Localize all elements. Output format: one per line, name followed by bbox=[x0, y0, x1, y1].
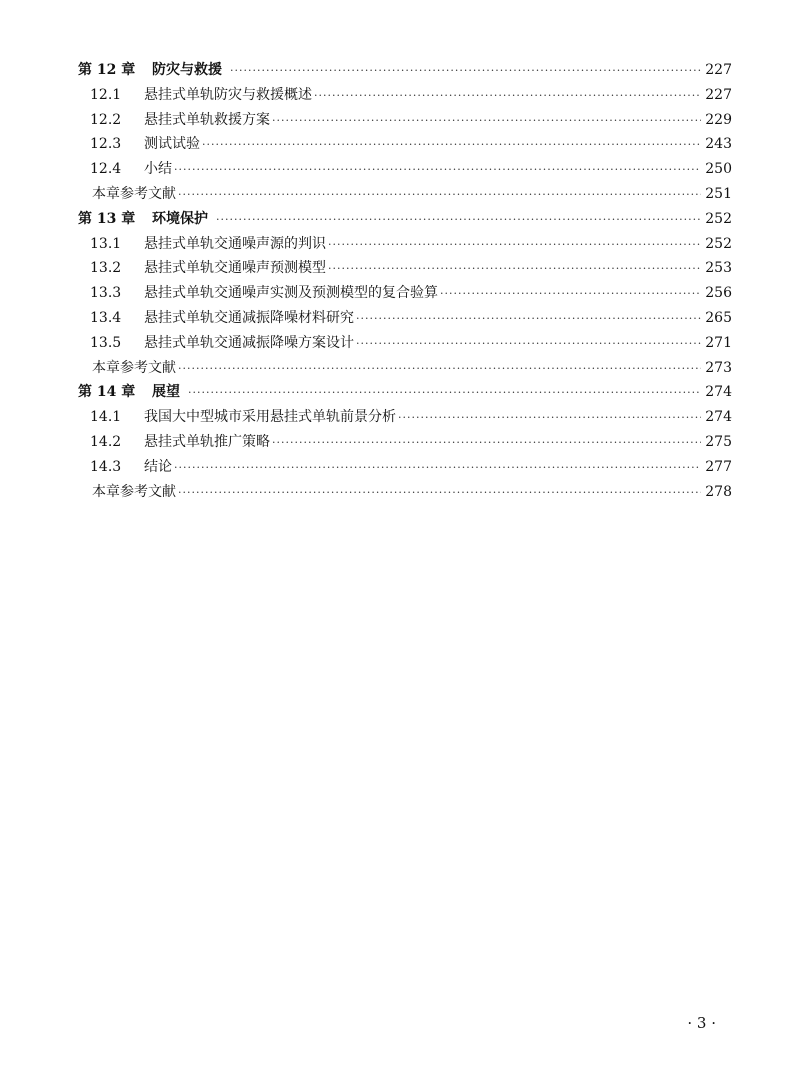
toc-number: 13.5 bbox=[90, 334, 122, 351]
toc-title: 悬挂式单轨推广策略 bbox=[144, 433, 270, 450]
toc-title: 本章参考文献 bbox=[92, 359, 176, 376]
toc-page: 274 bbox=[705, 384, 732, 401]
toc-references-row[interactable] bbox=[78, 182, 732, 207]
toc-leader-dots bbox=[272, 431, 701, 456]
toc-page: 256 bbox=[705, 285, 732, 302]
toc-section-row[interactable] bbox=[78, 281, 732, 306]
toc-title: 展望 bbox=[152, 384, 180, 401]
toc-section-row[interactable] bbox=[78, 430, 732, 455]
toc-leader-dots bbox=[188, 381, 701, 406]
toc-page: 227 bbox=[705, 62, 732, 78]
toc-leader-dots bbox=[272, 109, 701, 134]
toc-number: 14.3 bbox=[90, 458, 122, 475]
toc-section-row[interactable] bbox=[78, 232, 732, 257]
toc-page: 252 bbox=[705, 235, 732, 252]
toc-page: 229 bbox=[705, 111, 732, 128]
toc-number: 14.2 bbox=[90, 433, 122, 450]
toc-leader-dots bbox=[178, 481, 701, 506]
toc-title: 悬挂式单轨救援方案 bbox=[144, 111, 270, 128]
toc-leader-dots bbox=[328, 257, 701, 282]
toc-title: 悬挂式单轨交通减振降噪材料研究 bbox=[144, 309, 354, 326]
toc-section-row[interactable] bbox=[78, 108, 732, 133]
toc-number: 12.3 bbox=[90, 136, 122, 153]
toc-page: 253 bbox=[705, 260, 732, 277]
toc-number: 12.1 bbox=[90, 86, 122, 103]
toc-number: 13.1 bbox=[90, 235, 122, 252]
toc-section-row[interactable] bbox=[78, 83, 732, 108]
toc-page: 227 bbox=[705, 86, 732, 103]
toc-leader-dots bbox=[216, 208, 701, 233]
toc-page: 265 bbox=[705, 309, 732, 326]
toc-leader-dots bbox=[178, 357, 701, 382]
toc-chapter-row[interactable] bbox=[78, 58, 732, 83]
toc-leader-dots bbox=[328, 233, 701, 258]
toc-leader-dots bbox=[398, 406, 701, 431]
toc-references-row[interactable] bbox=[78, 480, 732, 505]
toc-leader-dots bbox=[314, 84, 701, 109]
toc-title: 悬挂式单轨交通噪声源的判识 bbox=[144, 235, 326, 252]
toc-title: 结论 bbox=[144, 458, 172, 475]
toc-section-row[interactable] bbox=[78, 132, 732, 157]
toc-title: 环境保护 bbox=[152, 210, 208, 227]
toc-title: 悬挂式单轨交通噪声实测及预测模型的复合验算 bbox=[144, 285, 438, 302]
toc-title: 悬挂式单轨交通噪声预测模型 bbox=[144, 260, 326, 277]
toc-section-row[interactable] bbox=[78, 256, 732, 281]
toc-title: 悬挂式单轨防灾与救援概述 bbox=[144, 86, 312, 103]
toc-page: 274 bbox=[705, 409, 732, 426]
toc-number: 12.4 bbox=[90, 161, 122, 178]
toc-leader-dots bbox=[178, 183, 701, 208]
page-number: · 3 · bbox=[687, 1014, 716, 1032]
toc-page: 275 bbox=[705, 433, 732, 450]
toc-leader-dots bbox=[356, 307, 701, 332]
toc-section-row[interactable] bbox=[78, 405, 732, 430]
toc-number: 第 13 章 bbox=[78, 210, 136, 227]
toc-title: 我国大中型城市采用悬挂式单轨前景分析 bbox=[144, 409, 396, 426]
toc-chapter-row[interactable] bbox=[78, 207, 732, 232]
toc-title: 小结 bbox=[144, 161, 172, 178]
toc-page: 271 bbox=[705, 334, 732, 351]
toc-page: 251 bbox=[705, 185, 732, 202]
toc-page: 243 bbox=[705, 136, 732, 153]
toc-page: 273 bbox=[705, 359, 732, 376]
toc-page: 250 bbox=[705, 161, 732, 178]
toc-chapter-row[interactable] bbox=[78, 380, 732, 405]
toc-title: 防灾与救援 bbox=[152, 62, 222, 78]
toc-leader-dots bbox=[174, 158, 701, 183]
toc-title: 测试试验 bbox=[144, 136, 200, 153]
toc-references-row[interactable] bbox=[78, 356, 732, 381]
toc-page: 252 bbox=[705, 210, 732, 227]
toc-number: 13.3 bbox=[90, 285, 122, 302]
toc-page: 278 bbox=[705, 483, 732, 500]
toc-leader-dots bbox=[356, 332, 701, 357]
toc-number: 13.4 bbox=[90, 309, 122, 326]
toc-section-row[interactable] bbox=[78, 306, 732, 331]
toc-section-row[interactable] bbox=[78, 331, 732, 356]
toc-title: 本章参考文献 bbox=[92, 483, 176, 500]
toc-number: 第 14 章 bbox=[78, 384, 136, 401]
toc-number: 第 12 章 bbox=[78, 62, 136, 78]
toc-page: 277 bbox=[705, 458, 732, 475]
toc-leader-dots bbox=[202, 133, 701, 158]
toc-number: 13.2 bbox=[90, 260, 122, 277]
toc-leader-dots bbox=[440, 282, 701, 307]
toc-section-row[interactable] bbox=[78, 455, 732, 480]
toc-leader-dots bbox=[230, 59, 701, 84]
toc-title: 悬挂式单轨交通减振降噪方案设计 bbox=[144, 334, 354, 351]
toc-number: 12.2 bbox=[90, 111, 122, 128]
toc-section-row[interactable] bbox=[78, 157, 732, 182]
toc-leader-dots bbox=[174, 456, 701, 481]
toc-title: 本章参考文献 bbox=[92, 185, 176, 202]
toc-number: 14.1 bbox=[90, 409, 122, 426]
table-of-contents bbox=[78, 58, 732, 504]
